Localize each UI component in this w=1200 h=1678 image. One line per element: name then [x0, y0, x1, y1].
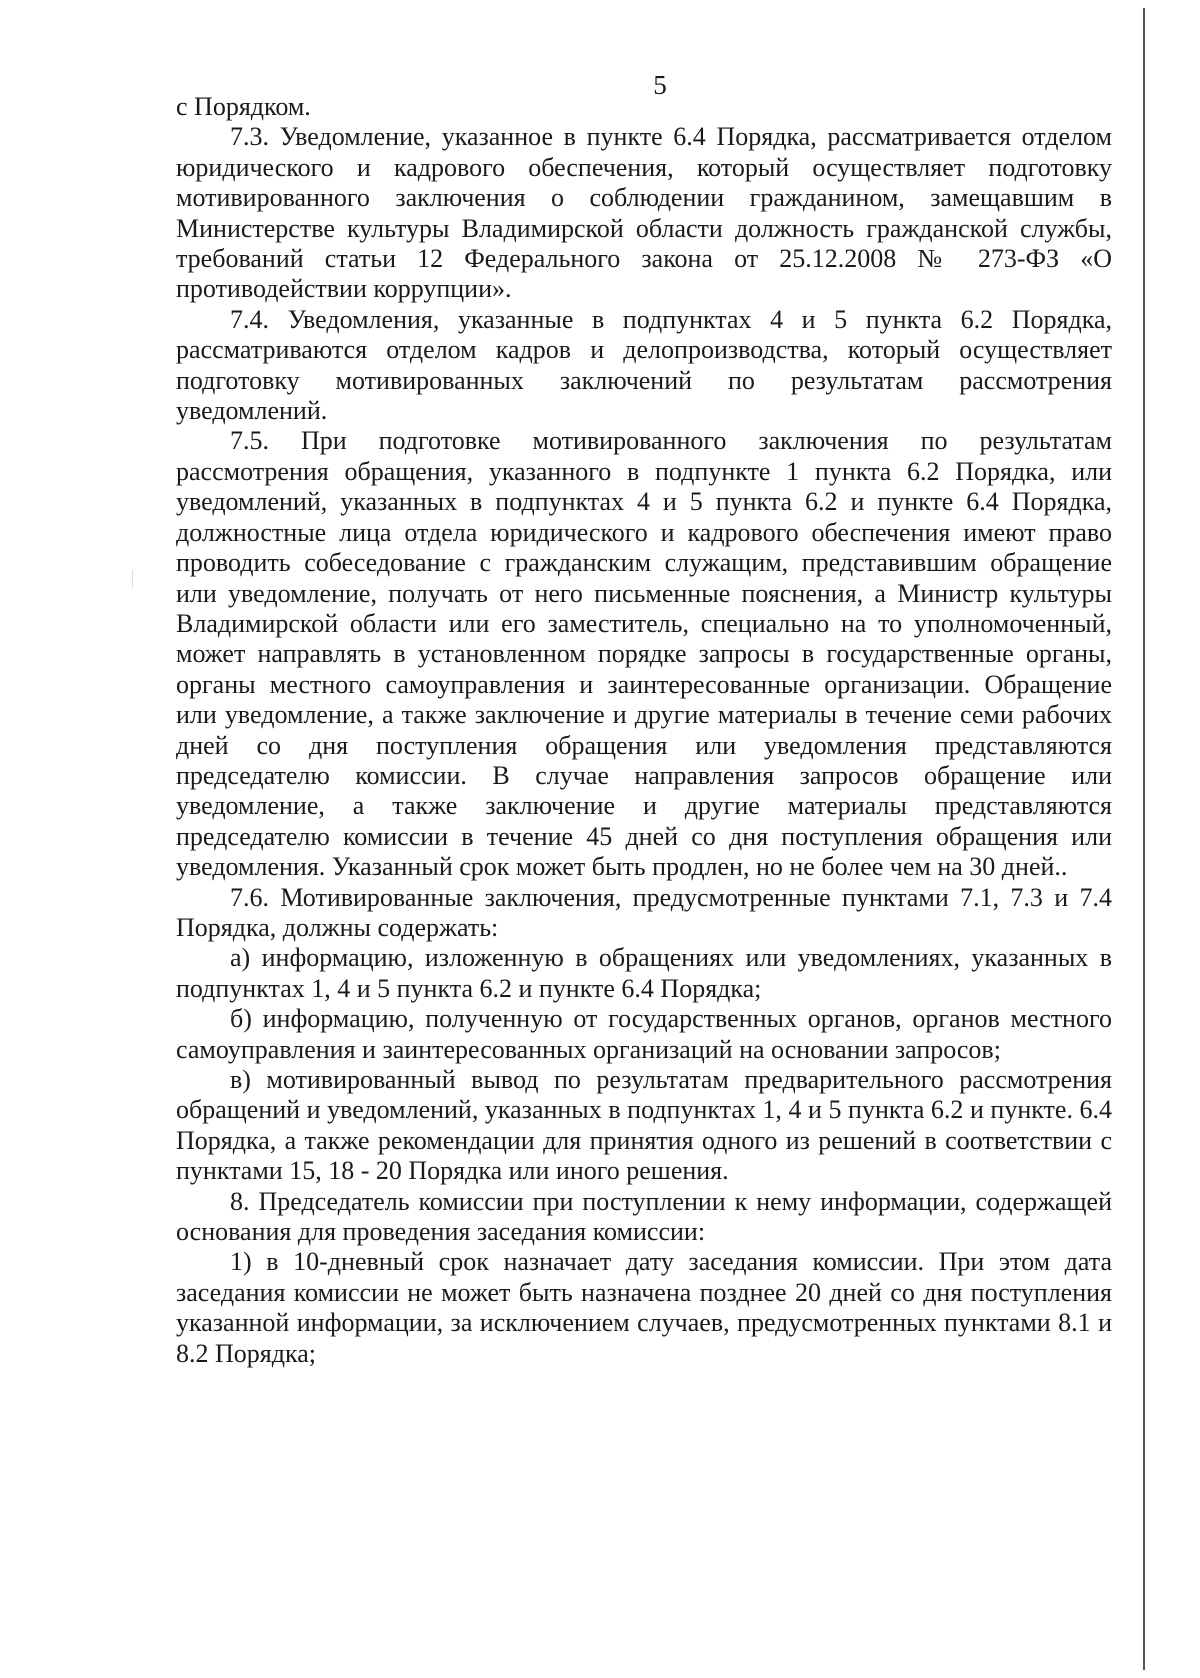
paragraph-7-4: 7.4. Уведомления, указанные в подпунктах 4 и 5 пункта 6.2 Порядка, рассматриваются отделом кадров и делопроизводства, который осуществляет подготовку мотивированных заключений по результатам рассмотрения уведомлений. — [176, 304, 1112, 426]
paragraph-7-3: 7.3. Уведомление, указанное в пункте 6.4 Порядка, рассматривается отделом юридического и кадрового обеспечения, который осуществляет подготовку мотивированного заключения о соблюдении гражданином, замещавшим в Министерстве культуры Владимирской области должность гражданской службы, требований статьи 12 Федерального закона от 25.12.2008 № 273-ФЗ «О противодействии коррупции». — [176, 122, 1112, 304]
list-item-a: а) информацию, изложенную в обращениях или уведомлениях, указанных в подпунктах 1, 4 и 5 пункта 6.2 и пункте 6.4 Порядка; — [176, 943, 1112, 1003]
list-item-v: в) мотивированный вывод по результатам предварительного рассмотрения обращений и уведомлений, указанных в подпунктах 1, 4 и 5 пункта 6.2 и пункте. 6.4 Порядка, а также рекомендации для принятия одного из решений в соответствии с пунктами 15, 18 - 20 Порядка или иного решения. — [176, 1065, 1112, 1186]
list-item-b: б) информацию, полученную от государственных органов, органов местного самоуправления и заинтересованных организаций на основании запросов; — [176, 1004, 1112, 1064]
paragraph-continuation: с Порядком. — [176, 92, 311, 121]
page-number: 5 — [653, 70, 667, 100]
scan-edge-line — [1143, 8, 1145, 1670]
paragraph-7-6: 7.6. Мотивированные заключения, предусмотренные пунктами 7.1, 7.3 и 7.4 Порядка, должны содержать: — [176, 882, 1112, 942]
list-item-1: 1) в 10-дневный срок назначает дату заседания комиссии. При этом дата заседания комиссии не может быть назначена позднее 20 дней со дня поступления указанной информации, за исключением случаев, предусмотренных пунктами 8.1 и 8.2 Порядка; — [176, 1247, 1112, 1368]
paragraph-8: 8. Председатель комиссии при поступлении к нему информации, содержащей основания для проведения заседания комиссии: — [176, 1186, 1112, 1247]
document-body — [176, 92, 1112, 1369]
paragraph-7-5: 7.5. При подготовке мотивированного заключения по результатам рассмотрения обращения, указанного в подпункте 1 пункта 6.2 Порядка, или уведомлений, указанных в подпунктах 4 и 5 пункта 6.2 и пункте 6.4 Порядка, должностные лица отдела юридического и кадрового обеспечения имеют право проводить собеседование с гражданским служащим, представившим обращение или уведомление, получать от него письменные пояснения, а Министр культуры Владимирской области или его заместитель, специально на то уполномоченный, может направлять в установленном порядке запросы в государственные органы, органы местного самоуправления и заинтересованные организации. Обращение или уведомление, а также заключение и другие материалы в течение семи рабочих дней со дня поступления обращения или уведомления представляются председателю комиссии. В случае направления запросов обращение или уведомление, а также заключение и другие материалы представляются председателю комиссии в течение 45 дней со дня поступления обращения или уведомления. Указанный срок может быть продлен, но не более чем на 30 дней.. — [176, 426, 1112, 882]
scan-margin-mark — [132, 570, 133, 588]
